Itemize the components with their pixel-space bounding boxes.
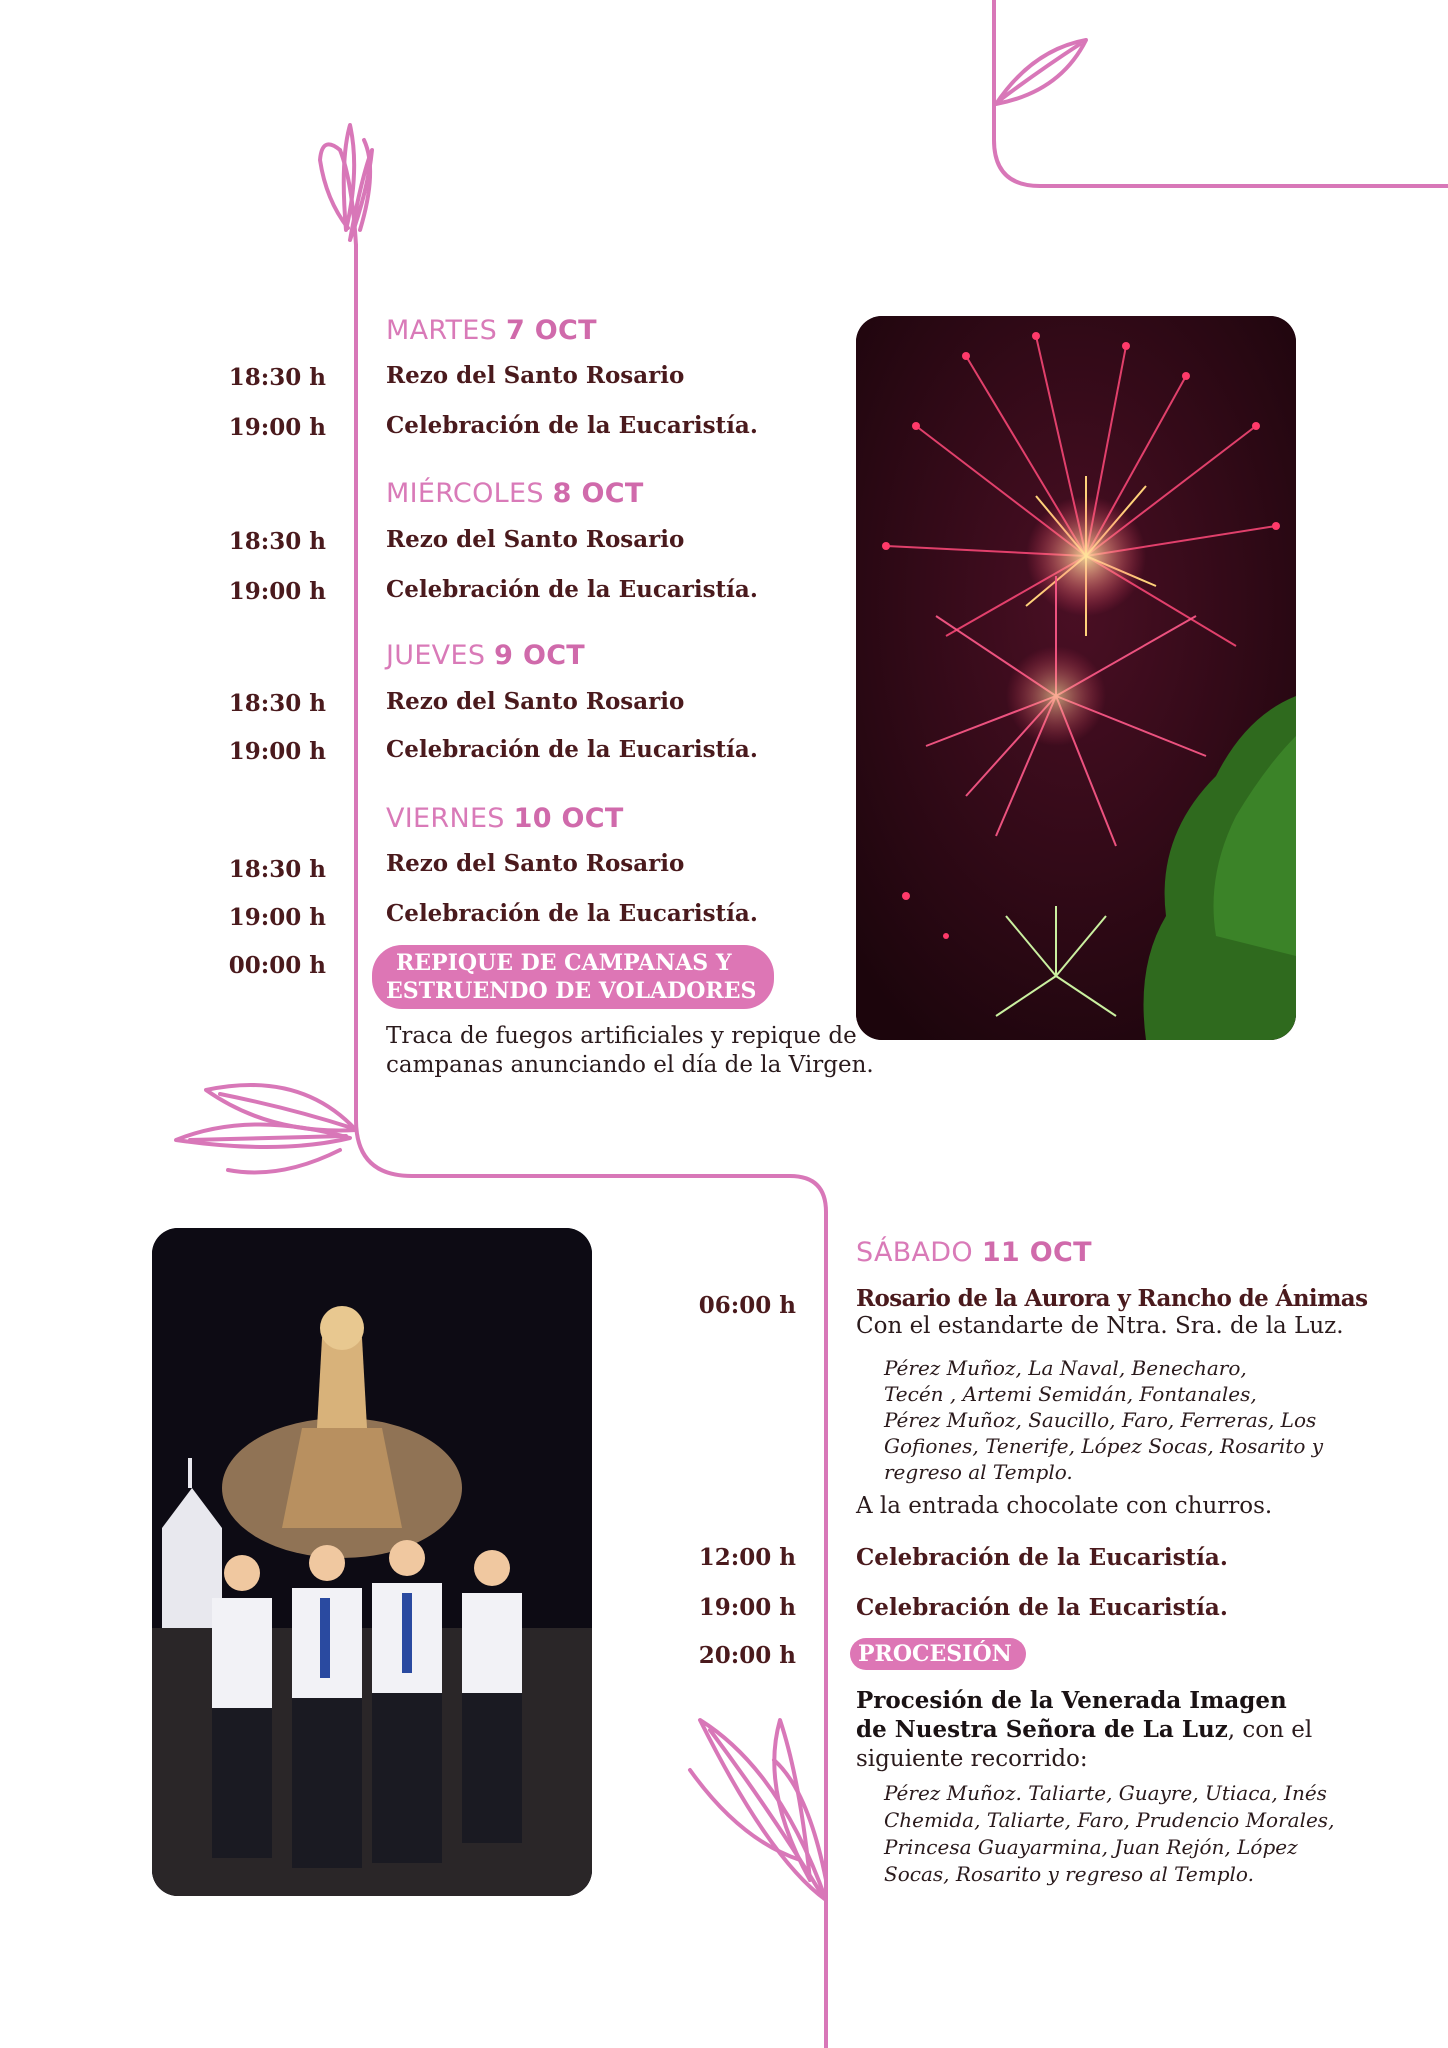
weekday-label: SÁBADO <box>856 1237 973 1268</box>
event-time: 18:30 h <box>228 690 326 717</box>
pill-line: REPIQUE DE CAMPANAS Y <box>396 950 732 976</box>
event-time: 18:30 h <box>228 856 326 883</box>
event-pill <box>372 945 774 1009</box>
date-label: 7 OCT <box>505 315 597 346</box>
event-time: 19:00 h <box>228 738 326 765</box>
day-heading <box>386 640 585 671</box>
weekday-label: MIÉRCOLES <box>386 478 544 509</box>
route-line: Pérez Muñoz, La Naval, Benecharo, <box>884 1356 1247 1380</box>
route-list <box>884 1780 1334 1888</box>
route-line: Tecén , Artemi Semidán, Fontanales, <box>884 1382 1257 1406</box>
event-time: 19:00 h <box>698 1594 796 1621</box>
procession-pill: PROCESIÓN <box>850 1638 1026 1670</box>
date-label: 8 OCT <box>552 478 644 509</box>
procession-illustration <box>152 1228 592 1896</box>
date-label: 10 OCT <box>513 803 624 834</box>
route-line: Socas, Rosarito y regreso al Templo. <box>884 1862 1254 1886</box>
event-title: Rosario de la Aurora y Rancho de Ánimas <box>856 1285 1368 1312</box>
route-line: Pérez Muñoz, Saucillo, Faro, Ferreras, Los <box>884 1408 1317 1432</box>
event-description <box>386 1022 874 1080</box>
day-heading <box>386 803 624 834</box>
description-line: campanas anunciando el día de la Virgen. <box>386 1052 874 1078</box>
day-heading <box>386 478 644 509</box>
fireworks-photo <box>856 316 1296 1040</box>
event-time: 12:00 h <box>698 1544 796 1571</box>
event-note: A la entrada chocolate con churros. <box>856 1493 1273 1519</box>
event-time: 19:00 h <box>228 904 326 931</box>
route-line: Gofiones, Tenerife, López Socas, Rosarito y <box>884 1434 1324 1458</box>
event-title: Rezo del Santo Rosario <box>386 362 685 389</box>
date-label: 11 OCT <box>981 1237 1092 1268</box>
day-heading <box>386 315 597 346</box>
description-line: Traca de fuegos artificiales y repique de <box>386 1023 857 1049</box>
event-time: 19:00 h <box>228 414 326 441</box>
event-time: 18:30 h <box>228 528 326 555</box>
event-title: Rezo del Santo Rosario <box>386 850 685 877</box>
event-title: Celebración de la Eucaristía. <box>856 1544 1228 1571</box>
weekday-label: MARTES <box>386 315 498 346</box>
procession-photo <box>152 1228 592 1896</box>
procession-title-line: Procesión de la Venerada Imagen <box>856 1687 1287 1714</box>
weekday-label: JUEVES <box>386 640 486 671</box>
event-time: 18:30 h <box>228 364 326 391</box>
route-line: Chemida, Taliarte, Faro, Prudencio Morales, <box>884 1808 1335 1832</box>
event-title: Celebración de la Eucaristía. <box>386 900 758 927</box>
procession-description <box>856 1686 1312 1774</box>
event-time: 00:00 h <box>228 952 326 979</box>
route-line: regreso al Templo. <box>884 1460 1073 1484</box>
event-time: 19:00 h <box>228 578 326 605</box>
route-list <box>884 1355 1323 1485</box>
route-line: Pérez Muñoz. Taliarte, Guayre, Utiaca, Inés <box>884 1781 1327 1805</box>
event-subtitle: Con el estandarte de Ntra. Sra. de la Luz. <box>856 1313 1344 1339</box>
weekday-label: VIERNES <box>386 803 505 834</box>
pill-line: ESTRUENDO DE VOLADORES <box>386 978 757 1004</box>
day-heading <box>856 1237 1092 1268</box>
procession-title-line: siguiente recorrido: <box>856 1746 1088 1772</box>
event-title: Celebración de la Eucaristía. <box>386 576 758 603</box>
route-line: Princesa Guayarmina, Juan Rejón, López <box>884 1835 1298 1859</box>
event-time: 06:00 h <box>698 1292 796 1319</box>
event-time: 20:00 h <box>698 1642 796 1669</box>
event-title: Celebración de la Eucaristía. <box>386 412 758 439</box>
procession-title-tail: , con el <box>1227 1717 1313 1743</box>
event-title: Celebración de la Eucaristía. <box>856 1594 1228 1621</box>
fireworks-illustration <box>856 316 1296 1040</box>
event-title: Celebración de la Eucaristía. <box>386 736 758 763</box>
event-title: Rezo del Santo Rosario <box>386 526 685 553</box>
event-title: Rezo del Santo Rosario <box>386 688 685 715</box>
date-label: 9 OCT <box>494 640 586 671</box>
procession-title-line: de Nuestra Señora de La Luz <box>856 1716 1228 1743</box>
